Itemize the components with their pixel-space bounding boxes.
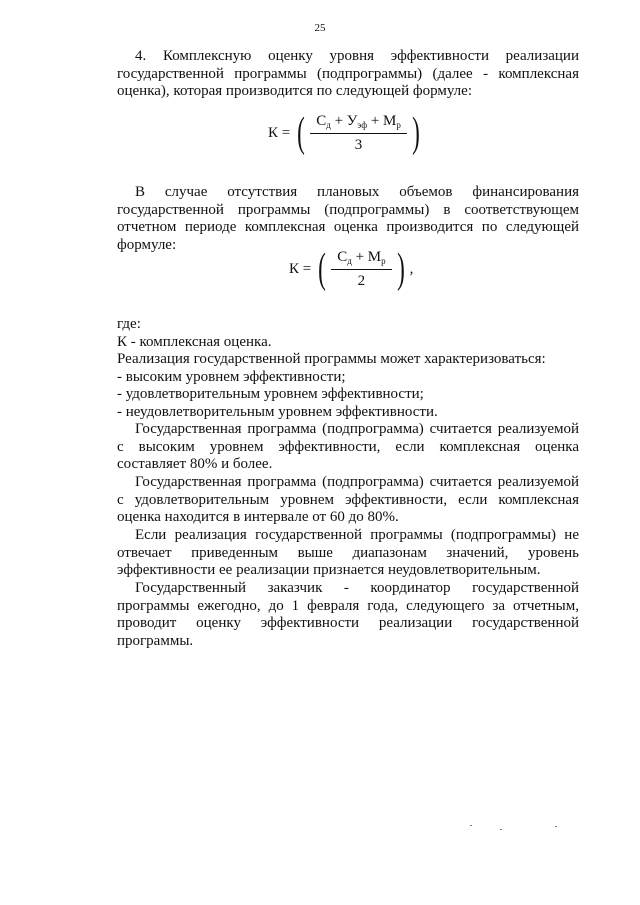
- paragraph-unsatisfactory-level: Если реализация государственной программы (подпрограммы) не отвечает приведенным выше диапазонам значений, уровень эффективности ее реализации признается неудовлетворительным.: [117, 527, 579, 578]
- level-item-high: - высоким уровнем эффективности;: [117, 369, 346, 385]
- formula-comma: ,: [409, 260, 414, 277]
- fraction-denominator: 3: [354, 136, 363, 153]
- term-sd-subscript: д: [347, 255, 352, 266]
- formula-no-funding: [289, 248, 413, 290]
- term-uef: У: [346, 112, 358, 129]
- paragraph-satisfactory-level: Государственная программа (подпрограмма) считается реализуемой с удовлетворительным уровнем эффективности, если комплексная оценка находится в интервале от 60 до 80%.: [117, 474, 579, 525]
- plus-sign: +: [330, 112, 347, 129]
- term-mr-subscript: р: [396, 119, 401, 130]
- level-item-satisfactory: - удовлетворительным уровнем эффективности;: [117, 386, 424, 402]
- paragraph-complex-assessment: 4. Комплексную оценку уровня эффективности реализации государственной программы (подпрограммы) (далее - комплексная оценка), которая производится по следующей формуле:: [117, 48, 579, 99]
- formula-lhs: К =: [268, 124, 291, 141]
- right-parenthesis: ): [396, 246, 405, 292]
- term-mr: М: [367, 248, 382, 265]
- levels-intro: Реализация государственной программы может характеризоваться:: [117, 351, 546, 367]
- fraction-numerator: [310, 113, 407, 134]
- term-uef-subscript: эф: [357, 119, 368, 130]
- where-label: где:: [117, 316, 141, 332]
- fraction: [331, 249, 391, 290]
- page-number: 25: [314, 22, 326, 34]
- scan-speck: [555, 826, 557, 827]
- term-sd-subscript: д: [326, 119, 331, 130]
- fraction-denominator: 2: [357, 272, 366, 289]
- scan-speck: [470, 825, 472, 826]
- plus-sign: +: [351, 248, 368, 265]
- term-mr: М: [383, 112, 397, 129]
- left-parenthesis: (: [297, 110, 306, 156]
- formula-complex-assessment: [268, 112, 423, 154]
- paragraph-no-funding: В случае отсутствия плановых объемов финансирования государственной программы (подпрограммы) в соответствующем отчетном периоде комплексная оценка производится по следующей формуле:: [117, 184, 579, 253]
- fraction-numerator: [331, 249, 391, 270]
- level-item-unsatisfactory: - неудовлетворительным уровнем эффективности.: [117, 404, 438, 420]
- definition-k: К - комплексная оценка.: [117, 334, 272, 350]
- fraction: [310, 113, 407, 154]
- term-mr-subscript: р: [381, 255, 386, 266]
- term-sd: С: [337, 248, 348, 265]
- plus-sign: +: [367, 112, 384, 129]
- paragraph-state-customer: Государственный заказчик - координатор государственной программы ежегодно, до 1 февраля года, следующего за отчетным, проводит оценку эффективности реализации государственной программы.: [117, 580, 579, 649]
- term-sd: С: [316, 112, 327, 129]
- paragraph-high-level: Государственная программа (подпрограмма) считается реализуемой с высоким уровнем эффективности, если комплексная оценка составляет 80% и более.: [117, 421, 579, 472]
- scan-speck: [500, 829, 502, 830]
- right-parenthesis: ): [412, 110, 420, 156]
- left-parenthesis: (: [318, 246, 327, 292]
- formula-lhs: К =: [289, 260, 312, 277]
